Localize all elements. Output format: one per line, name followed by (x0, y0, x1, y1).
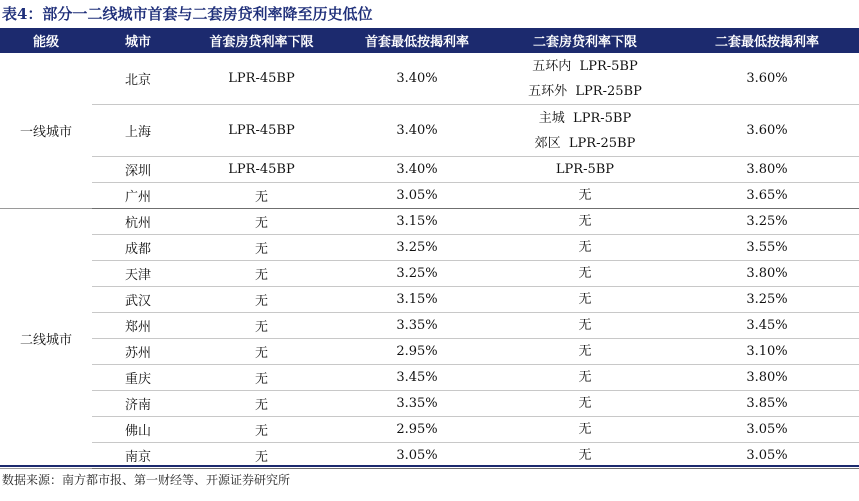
first-min-cell: 3.35% (339, 391, 495, 417)
second-floor-line: 无 (578, 318, 592, 333)
city-cell: 重庆 (92, 365, 184, 391)
table-row (0, 235, 859, 261)
table-title: 表4：部分一二线城市首套与二套房贷利率降至历史低位 (2, 5, 373, 23)
first-min-cell: 3.15% (339, 287, 495, 313)
second-floor-line: 无 (578, 396, 592, 411)
footer-divider (0, 465, 859, 467)
second-floor-line: 无 (578, 344, 592, 359)
second-floor-line: 主城 LPR-5BP (538, 110, 632, 126)
table-row (0, 287, 859, 313)
header-city: 城市 (92, 28, 184, 53)
city-cell: 北京 (92, 53, 184, 105)
second-min-cell: 3.80% (675, 261, 859, 287)
second-floor-cell (495, 183, 675, 209)
first-min-cell: 3.45% (339, 365, 495, 391)
first-floor-cell: 无 (184, 287, 339, 313)
first-min-cell: 3.35% (339, 313, 495, 339)
first-min-cell: 3.40% (339, 157, 495, 183)
header-second-floor: 二套房贷利率下限 (495, 28, 675, 53)
first-min-cell: 3.25% (339, 261, 495, 287)
city-cell: 上海 (92, 105, 184, 157)
second-floor-cell (495, 157, 675, 183)
first-min-cell: 3.40% (339, 105, 495, 157)
city-cell: 深圳 (92, 157, 184, 183)
second-floor-cell (495, 53, 675, 105)
second-floor-cell (495, 391, 675, 417)
first-floor-cell: 无 (184, 365, 339, 391)
first-floor-cell: 无 (184, 313, 339, 339)
second-min-cell: 3.25% (675, 287, 859, 313)
first-floor-cell: 无 (184, 443, 339, 469)
first-min-cell: 3.15% (339, 209, 495, 235)
table-row (0, 105, 859, 157)
first-min-cell: 3.25% (339, 235, 495, 261)
second-min-cell: 3.05% (675, 443, 859, 469)
table-row (0, 313, 859, 339)
table-body (0, 53, 859, 469)
city-cell: 杭州 (92, 209, 184, 235)
first-min-cell: 2.95% (339, 339, 495, 365)
table-row (0, 391, 859, 417)
table-header-row (0, 28, 859, 53)
table-row (0, 365, 859, 391)
second-min-cell: 3.60% (675, 105, 859, 157)
header-first-floor: 首套房贷利率下限 (184, 28, 339, 53)
second-min-cell: 3.25% (675, 209, 859, 235)
first-floor-cell: 无 (184, 235, 339, 261)
header-level: 能级 (0, 28, 92, 53)
city-cell: 佛山 (92, 417, 184, 443)
second-floor-cell (495, 235, 675, 261)
second-floor-cell (495, 261, 675, 287)
city-cell: 济南 (92, 391, 184, 417)
second-floor-line: 五环内 LPR-5BP (532, 58, 638, 74)
table-row (0, 209, 859, 235)
second-floor-line: 五环外 LPR-25BP (528, 83, 642, 99)
level-cell: 二线城市 (0, 209, 92, 469)
mortgage-rate-table (0, 28, 859, 469)
second-min-cell: 3.10% (675, 339, 859, 365)
second-floor-cell (495, 209, 675, 235)
second-floor-line: LPR-5BP (555, 162, 615, 177)
second-floor-cell (495, 313, 675, 339)
second-floor-line: 无 (578, 214, 592, 229)
table-row (0, 157, 859, 183)
second-floor-line: 无 (578, 188, 592, 203)
source-note: 数据来源：南方都市报、第一财经等、开源证券研究所 (2, 473, 291, 487)
second-min-cell: 3.85% (675, 391, 859, 417)
city-cell: 广州 (92, 183, 184, 209)
header-second-min: 二套最低按揭利率 (675, 28, 859, 53)
second-min-cell: 3.55% (675, 235, 859, 261)
first-floor-cell: 无 (184, 417, 339, 443)
second-min-cell: 3.80% (675, 157, 859, 183)
header-first-min: 首套最低按揭利率 (339, 28, 495, 53)
second-min-cell: 3.45% (675, 313, 859, 339)
first-floor-cell: 无 (184, 391, 339, 417)
table-row (0, 183, 859, 209)
second-floor-line: 无 (578, 448, 592, 463)
city-cell: 南京 (92, 443, 184, 469)
first-floor-cell: LPR-45BP (184, 53, 339, 105)
second-min-cell: 3.80% (675, 365, 859, 391)
city-cell: 天津 (92, 261, 184, 287)
second-floor-cell (495, 339, 675, 365)
first-floor-cell: 无 (184, 209, 339, 235)
first-floor-cell: 无 (184, 183, 339, 209)
second-min-cell: 3.65% (675, 183, 859, 209)
table-row (0, 417, 859, 443)
city-cell: 苏州 (92, 339, 184, 365)
first-floor-cell: LPR-45BP (184, 157, 339, 183)
first-min-cell: 2.95% (339, 417, 495, 443)
first-floor-cell: 无 (184, 339, 339, 365)
city-cell: 郑州 (92, 313, 184, 339)
first-min-cell: 3.05% (339, 443, 495, 469)
second-floor-line: 无 (578, 422, 592, 437)
second-floor-line: 无 (578, 240, 592, 255)
table-row (0, 53, 859, 105)
second-floor-cell (495, 105, 675, 157)
second-min-cell: 3.60% (675, 53, 859, 105)
first-min-cell: 3.05% (339, 183, 495, 209)
second-floor-cell (495, 287, 675, 313)
second-floor-line: 郊区 LPR-25BP (534, 135, 636, 151)
city-cell: 成都 (92, 235, 184, 261)
first-min-cell: 3.40% (339, 53, 495, 105)
first-floor-cell: LPR-45BP (184, 105, 339, 157)
second-floor-line: 无 (578, 292, 592, 307)
first-floor-cell: 无 (184, 261, 339, 287)
second-floor-cell (495, 365, 675, 391)
second-min-cell: 3.05% (675, 417, 859, 443)
table-row (0, 261, 859, 287)
second-floor-cell (495, 417, 675, 443)
city-cell: 武汉 (92, 287, 184, 313)
second-floor-line: 无 (578, 370, 592, 385)
table-row (0, 339, 859, 365)
level-cell: 一线城市 (0, 53, 92, 209)
second-floor-line: 无 (578, 266, 592, 281)
